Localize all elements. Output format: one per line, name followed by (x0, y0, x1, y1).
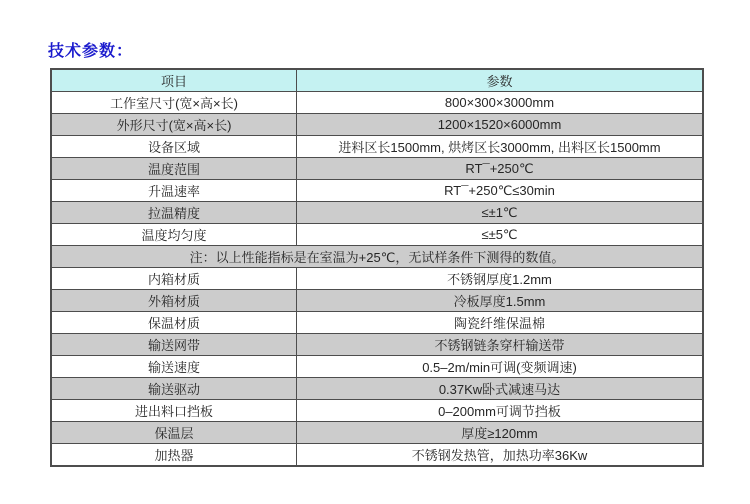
table-row (51, 136, 703, 158)
value-cell: 不锈钢链条穿杆输送带 (297, 334, 704, 356)
value-cell: 0.5–2m/min可调(变频调速) (297, 356, 704, 378)
item-cell: 拉温精度 (51, 202, 297, 224)
table-note-row (51, 246, 703, 268)
item-cell: 外形尺寸(宽×高×长) (51, 114, 297, 136)
item-cell: 内箱材质 (51, 268, 297, 290)
table-row (51, 356, 703, 378)
item-cell: 输送速度 (51, 356, 297, 378)
value-cell: 厚度≥120mm (297, 422, 704, 444)
table-row (51, 444, 703, 467)
spec-table (50, 68, 704, 467)
table-row (51, 312, 703, 334)
item-cell: 外箱材质 (51, 290, 297, 312)
value-cell: 0–200mm可调节挡板 (297, 400, 704, 422)
item-cell: 设备区域 (51, 136, 297, 158)
table-row (51, 114, 703, 136)
value-cell: RT¯+250℃≤30min (297, 180, 704, 202)
item-cell: 升温速率 (51, 180, 297, 202)
value-cell: 冷板厚度1.5mm (297, 290, 704, 312)
value-cell: 陶瓷纤维保温棉 (297, 312, 704, 334)
item-cell: 输送网带 (51, 334, 297, 356)
item-cell: 保温层 (51, 422, 297, 444)
note-cell: 注：以上性能指标是在室温为+25℃，无试样条件下测得的数值。 (51, 246, 703, 268)
item-cell: 进出料口挡板 (51, 400, 297, 422)
column-header-item: 项目 (51, 69, 297, 92)
value-cell: 800×300×3000mm (297, 92, 704, 114)
table-body (51, 92, 703, 467)
table-row (51, 158, 703, 180)
table-row (51, 180, 703, 202)
table-row (51, 378, 703, 400)
value-cell: ≤±5℃ (297, 224, 704, 246)
value-cell: 不锈钢厚度1.2mm (297, 268, 704, 290)
table-row (51, 400, 703, 422)
table-header-row (51, 69, 703, 92)
column-header-value: 参数 (297, 69, 704, 92)
item-cell: 工作室尺寸(宽×高×长) (51, 92, 297, 114)
item-cell: 加热器 (51, 444, 297, 467)
value-cell: 不锈钢发热管，加热功率36Kw (297, 444, 704, 467)
item-cell: 温度均匀度 (51, 224, 297, 246)
value-cell: 0.37Kw卧式减速马达 (297, 378, 704, 400)
table-row (51, 268, 703, 290)
table-row (51, 422, 703, 444)
table-row (51, 224, 703, 246)
table-row (51, 290, 703, 312)
page-title: 技术参数： (48, 43, 134, 60)
value-cell: 进料区长1500mm, 烘烤区长3000mm, 出料区长1500mm (297, 136, 704, 158)
value-cell: ≤±1℃ (297, 202, 704, 224)
value-cell: RT¯+250℃ (297, 158, 704, 180)
item-cell: 输送驱动 (51, 378, 297, 400)
item-cell: 保温材质 (51, 312, 297, 334)
table-row (51, 92, 703, 114)
table-row (51, 202, 703, 224)
item-cell: 温度范围 (51, 158, 297, 180)
table-row (51, 334, 703, 356)
value-cell: 1200×1520×6000mm (297, 114, 704, 136)
